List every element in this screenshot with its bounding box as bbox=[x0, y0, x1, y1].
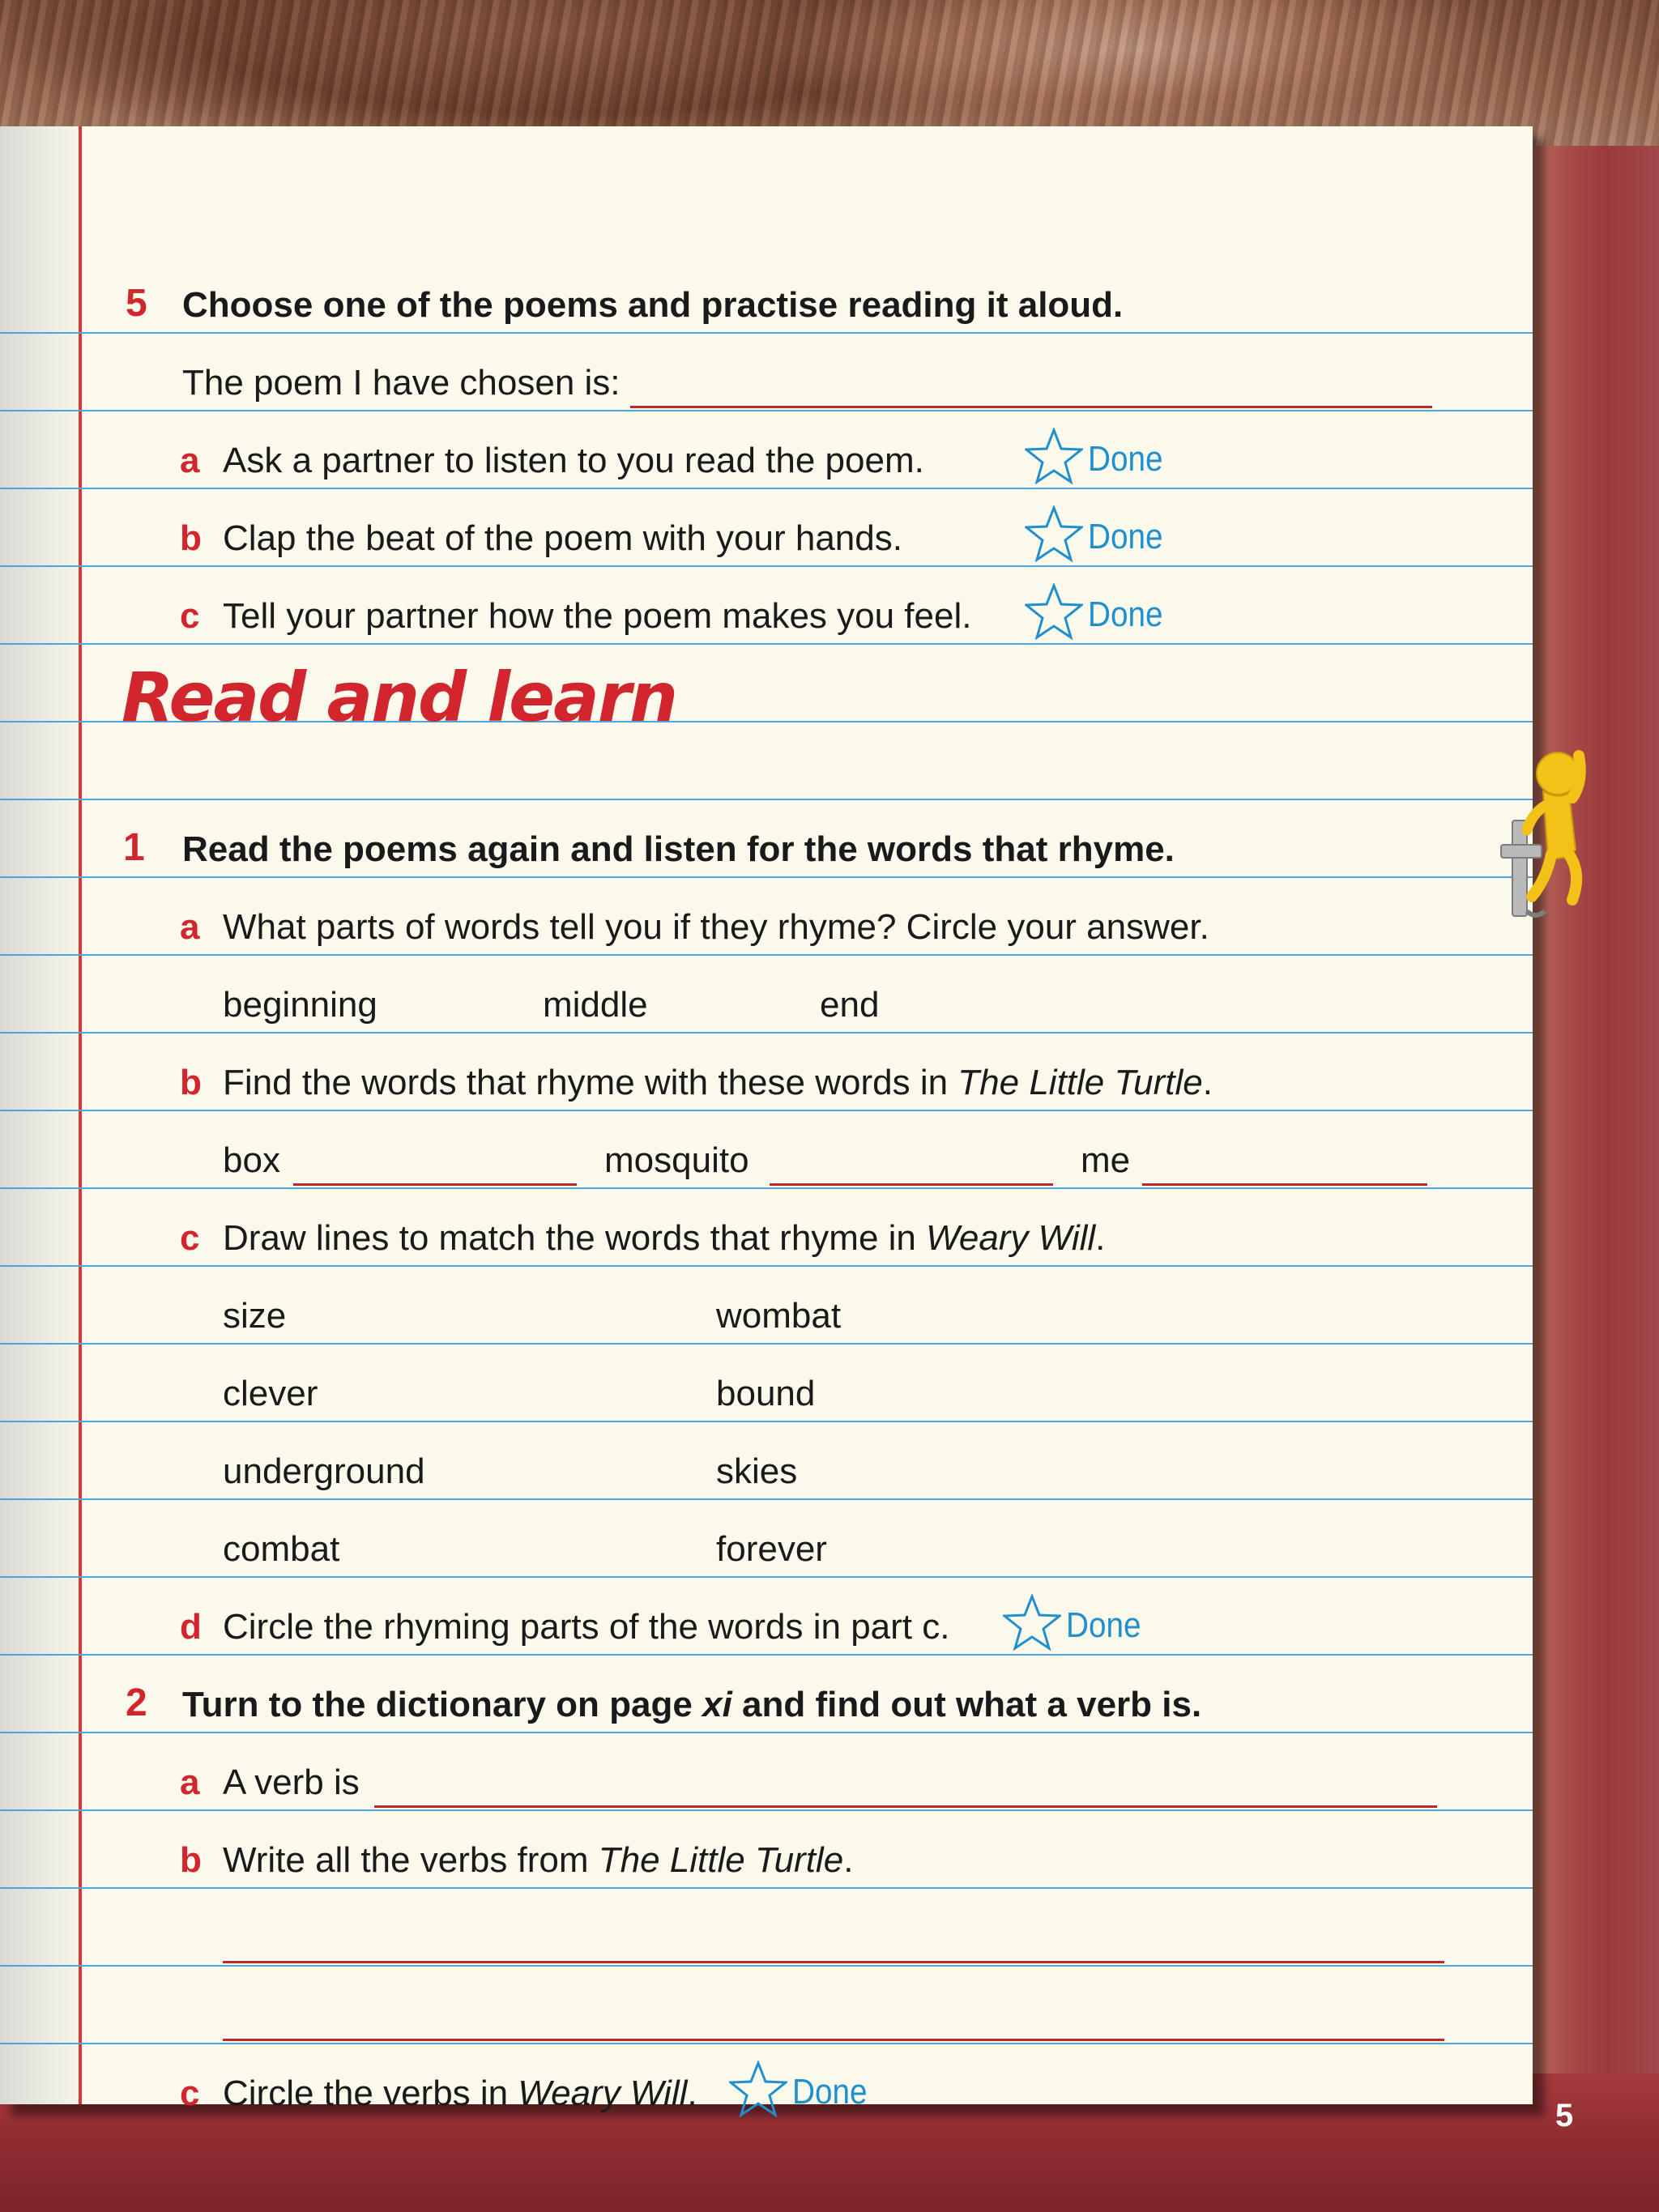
done-checkbox[interactable] bbox=[1025, 583, 1173, 640]
part-text bbox=[223, 1218, 1105, 1259]
part-text-post: . bbox=[1095, 1218, 1106, 1258]
match-row bbox=[0, 1343, 1533, 1421]
q1b-words-row bbox=[0, 1110, 1533, 1187]
part-text: Tell your partner how the poem makes you feel. bbox=[223, 596, 972, 636]
part-text-pre: Draw lines to match the words that rhyme in bbox=[223, 1218, 927, 1258]
match-right-word[interactable]: bound bbox=[716, 1374, 816, 1413]
question-text-pre: Turn to the dictionary on page bbox=[182, 1685, 703, 1724]
q5a-row bbox=[0, 410, 1533, 488]
q2a-row bbox=[0, 1732, 1533, 1809]
match-left-word[interactable]: size bbox=[223, 1296, 287, 1336]
option-middle[interactable]: middle bbox=[543, 985, 648, 1025]
star-icon bbox=[1003, 1594, 1061, 1651]
star-icon bbox=[1025, 505, 1083, 562]
star-icon bbox=[1025, 428, 1083, 484]
q1d-row bbox=[0, 1576, 1533, 1654]
done-checkbox[interactable] bbox=[1025, 428, 1173, 484]
done-label: Done bbox=[1066, 1605, 1141, 1645]
done-checkbox[interactable] bbox=[729, 2061, 877, 2117]
notebook-page bbox=[0, 126, 1533, 2113]
done-label: Done bbox=[1088, 517, 1163, 556]
part-letter: b bbox=[180, 1840, 202, 1880]
question-number: 5 bbox=[126, 282, 147, 325]
part-letter: b bbox=[180, 518, 202, 558]
match-row bbox=[0, 1265, 1533, 1343]
part-text: Circle the rhyming parts of the words in part c. bbox=[223, 1607, 950, 1647]
q5c-row bbox=[0, 565, 1533, 643]
q1a-options-row bbox=[0, 954, 1533, 1032]
question-text: Read the poems again and listen for the words that rhyme. bbox=[182, 829, 1175, 869]
match-left-word[interactable]: combat bbox=[223, 1529, 340, 1569]
section-heading: Read and learn bbox=[122, 658, 677, 737]
part-text-post: . bbox=[843, 1840, 854, 1880]
part-text-post: . bbox=[1202, 1063, 1213, 1102]
rhyme-word: me bbox=[1081, 1140, 1131, 1180]
match-row bbox=[0, 1498, 1533, 1576]
part-letter: a bbox=[180, 441, 200, 480]
part-letter: d bbox=[180, 1607, 202, 1647]
q1c-row bbox=[0, 1187, 1533, 1265]
part-text bbox=[223, 2073, 697, 2114]
option-beginning[interactable]: beginning bbox=[223, 985, 377, 1025]
part-letter: c bbox=[180, 2073, 200, 2113]
part-text-pre: Circle the verbs in bbox=[223, 2073, 518, 2113]
answer-blank[interactable] bbox=[293, 1183, 577, 1186]
question-text-post: and find out what a verb is. bbox=[731, 1685, 1202, 1724]
answer-blank[interactable] bbox=[630, 406, 1432, 408]
q5-chosen-row bbox=[0, 332, 1533, 410]
part-text-pre: Find the words that rhyme with these words in bbox=[223, 1063, 958, 1102]
part-text-post: . bbox=[687, 2073, 697, 2113]
page-number: 5 bbox=[1555, 2098, 1574, 2133]
answer-blank[interactable] bbox=[1142, 1183, 1427, 1186]
part-text-pre: Write all the verbs from bbox=[223, 1840, 599, 1880]
done-checkbox[interactable] bbox=[1003, 1594, 1151, 1651]
match-row bbox=[0, 1421, 1533, 1498]
question-number: 1 bbox=[123, 826, 145, 869]
poem-title: The Little Turtle bbox=[598, 1840, 844, 1880]
match-right-word[interactable]: skies bbox=[716, 1451, 798, 1491]
done-label: Done bbox=[1088, 595, 1163, 634]
part-text: A verb is bbox=[223, 1762, 360, 1802]
background-photo-side bbox=[1531, 146, 1659, 2090]
star-icon bbox=[1025, 583, 1083, 640]
done-checkbox[interactable] bbox=[1025, 505, 1173, 562]
q5-row bbox=[0, 254, 1533, 332]
poem-title: Weary Will bbox=[926, 1218, 1096, 1258]
part-letter: a bbox=[180, 907, 200, 947]
page-reference: xi bbox=[702, 1685, 732, 1724]
answer-blank[interactable] bbox=[770, 1183, 1053, 1186]
match-left-word[interactable]: clever bbox=[223, 1374, 318, 1413]
q2b-answer-row bbox=[0, 1887, 1533, 1965]
part-text bbox=[223, 1840, 853, 1881]
done-label: Done bbox=[792, 2072, 868, 2112]
climbing-figure-icon bbox=[1495, 741, 1592, 936]
q5b-row bbox=[0, 488, 1533, 565]
match-right-word[interactable]: forever bbox=[716, 1529, 827, 1569]
question-text: Choose one of the poems and practise reading it aloud. bbox=[182, 285, 1124, 325]
answer-blank[interactable] bbox=[374, 1805, 1437, 1808]
part-letter: a bbox=[180, 1762, 200, 1802]
part-letter: c bbox=[180, 596, 200, 636]
rhyme-word: box bbox=[223, 1140, 280, 1180]
q2b-row bbox=[0, 1809, 1533, 1887]
option-end[interactable]: end bbox=[820, 985, 880, 1025]
part-text: What parts of words tell you if they rhyme? Circle your answer. bbox=[223, 907, 1209, 947]
q1-row bbox=[0, 799, 1533, 876]
rhyme-word: mosquito bbox=[604, 1140, 749, 1180]
answer-blank[interactable] bbox=[223, 2039, 1444, 2041]
question-text bbox=[182, 1685, 1201, 1725]
q1b-row bbox=[0, 1032, 1533, 1110]
part-text bbox=[223, 1063, 1213, 1103]
q2c-row bbox=[0, 2043, 1533, 2120]
star-icon bbox=[729, 2061, 787, 2117]
q1a-row bbox=[0, 876, 1533, 954]
answer-blank[interactable] bbox=[223, 1961, 1444, 1963]
ruled-line bbox=[0, 643, 1533, 645]
match-right-word[interactable]: wombat bbox=[716, 1296, 842, 1336]
done-label: Done bbox=[1088, 439, 1163, 479]
part-text: Ask a partner to listen to you read the poem. bbox=[223, 441, 924, 480]
chosen-label: The poem I have chosen is: bbox=[182, 363, 621, 403]
q2-row bbox=[0, 1654, 1533, 1732]
match-left-word[interactable]: underground bbox=[223, 1451, 425, 1491]
part-letter: c bbox=[180, 1218, 200, 1258]
part-letter: b bbox=[180, 1063, 202, 1102]
poem-title: Weary Will bbox=[518, 2073, 688, 2113]
poem-title: The Little Turtle bbox=[957, 1063, 1203, 1102]
part-text: Clap the beat of the poem with your hands. bbox=[223, 518, 902, 558]
q2b-answer-row bbox=[0, 1965, 1533, 2043]
question-number: 2 bbox=[126, 1681, 147, 1724]
